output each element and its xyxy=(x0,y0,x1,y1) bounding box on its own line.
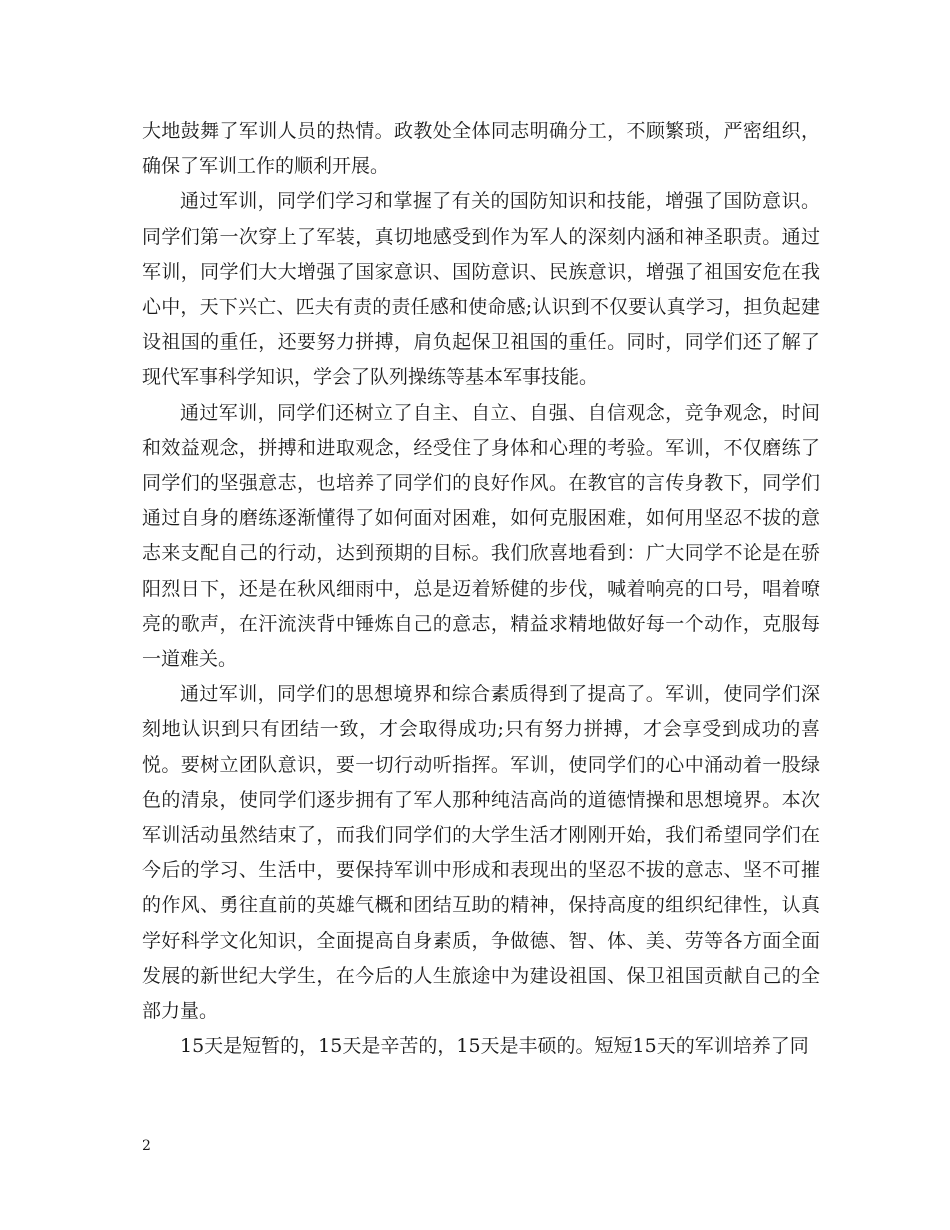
paragraph-national-defense: 通过军训，同学们学习和掌握了有关的国防知识和技能，增强了国防意识。同学们第一次穿上了军装，真切地感受到作为军人的深刻内涵和神圣职责。通过军训，同学们大大增强了国家意识、国防意识、民族意识，增强了祖国安危在我心中，天下兴亡、匹夫有责的责任感和使命感;认识到不仅要认真学习，担负起建设祖国的重任，还要努力拼搏，肩负起保卫祖国的重任。同时，同学们还了解了现代军事科学知识，学会了队列操练等基本军事技能。 xyxy=(142,190,820,389)
paragraph-concepts-and-will: 通过军训，同学们还树立了自主、自立、自强、自信观念，竞争观念，时间和效益观念，拼搏和进取观念，经受住了身体和心理的考验。军训，不仅磨练了同学们的坚强意志，也培养了同学们的良好作风。在教官的言传身教下，同学们通过自身的磨练逐渐懂得了如何面对困难，如何克服困难，如何用坚忍不拔的意志来支配自己的行动，达到预期的目标。我们欣喜地看到：广大同学不论是在骄阳烈日下，还是在秋风细雨中，总是迈着矫健的步伐，喊着响亮的口号，唱着嘹亮的歌声，在汗流浃背中锤炼自己的意志，精益求精地做好每一个动作，克服每一道难关。 xyxy=(142,401,820,671)
paragraph-fifteen-days: 15天是短暂的，15天是辛苦的，15天是丰硕的。短短15天的军训培养了同 xyxy=(180,1035,809,1058)
paragraph-continuation: 大地鼓舞了军训人员的热情。政教处全体同志明确分工，不顾繁琐，严密组织，确保了军训工作的顺利开展。 xyxy=(142,120,820,178)
document-body xyxy=(142,114,820,1064)
page-number: 2 xyxy=(142,1138,151,1154)
paragraph-ideological-quality: 通过军训，同学们的思想境界和综合素质得到了提高了。军训，使同学们深刻地认识到只有团结一致，才会取得成功;只有努力拼搏，才会享受到成功的喜悦。要树立团队意识，要一切行动听指挥。军训，使同学们的心中涌动着一股绿色的清泉，使同学们逐步拥有了军人那种纯洁高尚的道德情操和思想境界。本次军训活动虽然结束了，而我们同学们的大学生活才刚刚开始，我们希望同学们在今后的学习、生活中，要保持军训中形成和表现出的坚忍不拔的意志、坚不可摧的作风、勇往直前的英雄气概和团结互助的精神，保持高度的组织纪律性，认真学好科学文化知识，全面提高自身素质，争做德、智、体、美、劳等各方面全面发展的新世纪大学生，在今后的人生旅途中为建设祖国、保卫祖国贡献自己的全部力量。 xyxy=(142,683,820,1023)
